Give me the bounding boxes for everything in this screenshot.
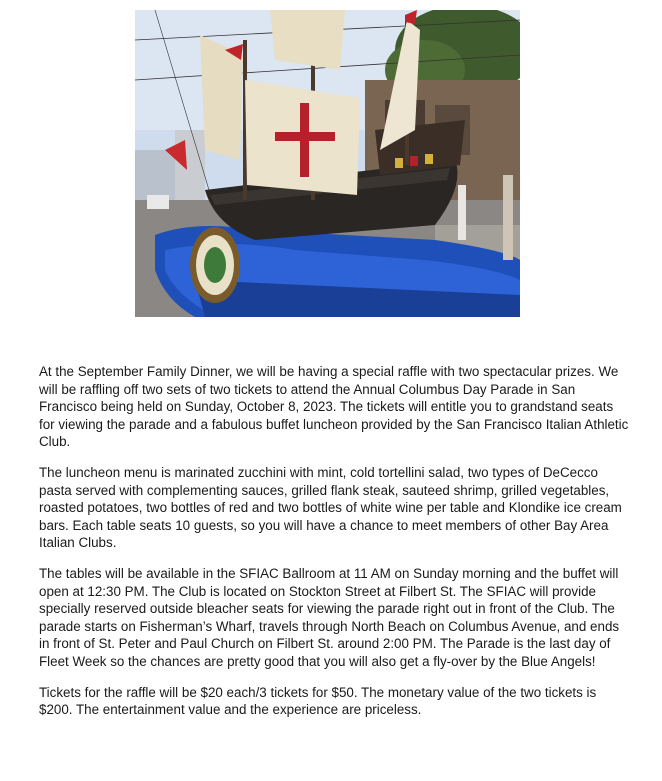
paragraph-schedule-location: The tables will be available in the SFIAC Ballroom at 11 AM on Sunday morning and the buffet will open at 12:30 PM. The Club is located on Stockton Street at Filbert St. The SFIAC will provide specially reserved outside bleacher seats for viewing the parade right out in front of the Club. The parade starts on Fisherman’s Wharf, travels through North Beach on Columbus Avenue, and ends in front of St. Peter and Paul Church on Filbert St. around 2:00 PM. The Parade is the last day of Fleet Week so the chances are pretty good that you will also get a fly-over by the Blue Angels! — [39, 565, 620, 669]
paragraph-raffle-intro: At the September Family Dinner, we will be having a special raffle with two spectacular prizes. We will be raffling off two sets of two tickets to attend the Annual Columbus Day Parade in San Francisco being held on Sunday, October 8, 2023. The tickets will entitle you to grandstand seats for viewing the parade and a fabulous buffet luncheon provided by the San Francisco Italian Athletic Club. — [39, 364, 629, 450]
article-body — [39, 363, 629, 732]
parade-float-photo — [135, 10, 520, 317]
paragraph-ticket-prices: Tickets for the raffle will be $20 each/3 tickets for $50. The monetary value of the two tickets is $200. The entertainment value and the experience are priceless. — [39, 684, 597, 718]
paragraph-luncheon-menu: The luncheon menu is marinated zucchini with mint, cold tortellini salad, two types of DeCecco pasta served with complementing sauces, grilled flank steak, sauteed shrimp, grilled vegetables, roasted potatoes, two bottles of red and two bottles of white wine per table and Klondike ice cream bars. Each table seats 10 guests, so you will have a chance to meet members of other Bay Area Italian Clubs. — [39, 464, 622, 551]
